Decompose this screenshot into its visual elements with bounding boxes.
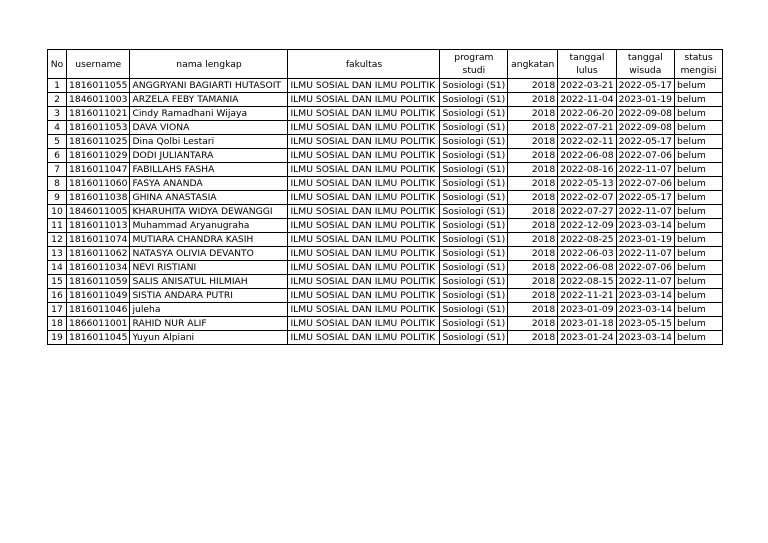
cell-tanggal-lulus: 2022-08-15 [558,275,616,289]
cell-status-mengisi: belum [675,149,723,163]
cell-nama-lengkap: DAVA VIONA [130,121,288,135]
table-row [48,163,723,177]
cell-username: 1816011059 [67,275,130,289]
table-row [48,93,723,107]
cell-tanggal-lulus: 2022-02-07 [558,191,616,205]
cell-status-mengisi: belum [675,93,723,107]
cell-tanggal-lulus: 2022-08-25 [558,233,616,247]
cell-no: 7 [48,163,67,177]
cell-fakultas: ILMU SOSIAL DAN ILMU POLITIK [288,191,440,205]
header-status-mengisi: status mengisi [675,50,723,79]
cell-tanggal-wisuda: 2022-11-07 [616,163,674,177]
cell-username: 1816011047 [67,163,130,177]
cell-nama-lengkap: RAHID NUR ALIF [130,317,288,331]
cell-program-studi: Sosiologi (S1) [440,93,508,107]
cell-tanggal-wisuda: 2023-01-19 [616,233,674,247]
cell-username: 1816011038 [67,191,130,205]
cell-angkatan: 2018 [508,177,558,191]
cell-fakultas: ILMU SOSIAL DAN ILMU POLITIK [288,275,440,289]
cell-nama-lengkap: DODI JULIANTARA [130,149,288,163]
cell-fakultas: ILMU SOSIAL DAN ILMU POLITIK [288,233,440,247]
cell-username: 1816011062 [67,247,130,261]
cell-no: 3 [48,107,67,121]
table-row [48,219,723,233]
cell-tanggal-lulus: 2022-02-11 [558,135,616,149]
cell-nama-lengkap: MUTIARA CHANDRA KASIH [130,233,288,247]
cell-status-mengisi: belum [675,275,723,289]
cell-nama-lengkap: ARZELA FEBY TAMANIA [130,93,288,107]
cell-nama-lengkap: Cindy Ramadhani Wijaya [130,107,288,121]
cell-no: 9 [48,191,67,205]
cell-status-mengisi: belum [675,163,723,177]
cell-tanggal-lulus: 2022-11-21 [558,289,616,303]
cell-fakultas: ILMU SOSIAL DAN ILMU POLITIK [288,121,440,135]
cell-program-studi: Sosiologi (S1) [440,121,508,135]
cell-status-mengisi: belum [675,79,723,93]
cell-fakultas: ILMU SOSIAL DAN ILMU POLITIK [288,261,440,275]
cell-no: 11 [48,219,67,233]
cell-fakultas: ILMU SOSIAL DAN ILMU POLITIK [288,135,440,149]
cell-status-mengisi: belum [675,261,723,275]
cell-tanggal-wisuda: 2022-05-17 [616,191,674,205]
cell-angkatan: 2018 [508,79,558,93]
table-row [48,107,723,121]
cell-nama-lengkap: GHINA ANASTASIA [130,191,288,205]
cell-status-mengisi: belum [675,303,723,317]
cell-fakultas: ILMU SOSIAL DAN ILMU POLITIK [288,107,440,121]
cell-fakultas: ILMU SOSIAL DAN ILMU POLITIK [288,205,440,219]
cell-status-mengisi: belum [675,177,723,191]
cell-tanggal-lulus: 2022-06-08 [558,261,616,275]
header-nama-lengkap: nama lengkap [130,50,288,79]
cell-tanggal-lulus: 2022-06-20 [558,107,616,121]
cell-tanggal-wisuda: 2022-07-06 [616,261,674,275]
cell-program-studi: Sosiologi (S1) [440,289,508,303]
table-row [48,79,723,93]
cell-angkatan: 2018 [508,247,558,261]
cell-angkatan: 2018 [508,317,558,331]
cell-username: 1816011046 [67,303,130,317]
cell-program-studi: Sosiologi (S1) [440,317,508,331]
student-table [47,49,723,345]
cell-status-mengisi: belum [675,121,723,135]
table-row [48,191,723,205]
cell-username: 1816011045 [67,331,130,345]
cell-angkatan: 2018 [508,163,558,177]
cell-program-studi: Sosiologi (S1) [440,331,508,345]
cell-angkatan: 2018 [508,121,558,135]
cell-angkatan: 2018 [508,107,558,121]
cell-tanggal-wisuda: 2022-07-06 [616,177,674,191]
cell-fakultas: ILMU SOSIAL DAN ILMU POLITIK [288,219,440,233]
cell-tanggal-wisuda: 2022-07-06 [616,149,674,163]
cell-angkatan: 2018 [508,93,558,107]
cell-tanggal-lulus: 2022-03-21 [558,79,616,93]
cell-no: 1 [48,79,67,93]
cell-no: 5 [48,135,67,149]
cell-program-studi: Sosiologi (S1) [440,149,508,163]
cell-nama-lengkap: juleha [130,303,288,317]
cell-username: 1846011005 [67,205,130,219]
table-row [48,247,723,261]
cell-username: 1816011034 [67,261,130,275]
cell-tanggal-wisuda: 2022-09-08 [616,121,674,135]
cell-username: 1816011049 [67,289,130,303]
cell-no: 15 [48,275,67,289]
cell-nama-lengkap: FASYA ANANDA [130,177,288,191]
cell-program-studi: Sosiologi (S1) [440,163,508,177]
cell-program-studi: Sosiologi (S1) [440,177,508,191]
cell-tanggal-lulus: 2022-06-08 [558,149,616,163]
cell-status-mengisi: belum [675,317,723,331]
cell-tanggal-lulus: 2022-06-03 [558,247,616,261]
header-tanggal-lulus: tanggal lulus [558,50,616,79]
cell-program-studi: Sosiologi (S1) [440,205,508,219]
cell-status-mengisi: belum [675,289,723,303]
cell-program-studi: Sosiologi (S1) [440,261,508,275]
cell-tanggal-wisuda: 2023-03-14 [616,303,674,317]
cell-angkatan: 2018 [508,149,558,163]
cell-username: 1866011001 [67,317,130,331]
cell-no: 12 [48,233,67,247]
cell-nama-lengkap: NEVI RISTIANI [130,261,288,275]
cell-fakultas: ILMU SOSIAL DAN ILMU POLITIK [288,93,440,107]
cell-nama-lengkap: Dina Qolbi Lestari [130,135,288,149]
cell-program-studi: Sosiologi (S1) [440,191,508,205]
cell-nama-lengkap: Muhammad Aryanugraha [130,219,288,233]
cell-tanggal-wisuda: 2022-11-07 [616,205,674,219]
cell-tanggal-lulus: 2022-07-21 [558,121,616,135]
cell-username: 1816011021 [67,107,130,121]
cell-tanggal-lulus: 2022-05-13 [558,177,616,191]
cell-status-mengisi: belum [675,233,723,247]
cell-angkatan: 2018 [508,191,558,205]
cell-program-studi: Sosiologi (S1) [440,275,508,289]
cell-program-studi: Sosiologi (S1) [440,135,508,149]
cell-username: 1816011025 [67,135,130,149]
table-row [48,177,723,191]
table-row [48,261,723,275]
cell-angkatan: 2018 [508,289,558,303]
cell-username: 1816011055 [67,79,130,93]
cell-angkatan: 2018 [508,303,558,317]
table-row [48,275,723,289]
table-row [48,149,723,163]
header-username: username [67,50,130,79]
cell-nama-lengkap: FABILLAHS FASHA [130,163,288,177]
cell-nama-lengkap: ANGGRYANI BAGIARTI HUTASOIT [130,79,288,93]
cell-angkatan: 2018 [508,205,558,219]
cell-username: 1816011060 [67,177,130,191]
cell-nama-lengkap: KHARUHITA WIDYA DEWANGGI [130,205,288,219]
cell-tanggal-wisuda: 2023-03-14 [616,331,674,345]
cell-status-mengisi: belum [675,205,723,219]
cell-status-mengisi: belum [675,107,723,121]
cell-status-mengisi: belum [675,331,723,345]
header-fakultas: fakultas [288,50,440,79]
cell-username: 1816011013 [67,219,130,233]
cell-program-studi: Sosiologi (S1) [440,247,508,261]
cell-no: 10 [48,205,67,219]
cell-program-studi: Sosiologi (S1) [440,107,508,121]
cell-angkatan: 2018 [508,261,558,275]
cell-fakultas: ILMU SOSIAL DAN ILMU POLITIK [288,317,440,331]
cell-tanggal-lulus: 2023-01-18 [558,317,616,331]
cell-nama-lengkap: Yuyun Alpiani [130,331,288,345]
table-row [48,205,723,219]
cell-tanggal-wisuda: 2023-05-15 [616,317,674,331]
cell-status-mengisi: belum [675,219,723,233]
header-program-studi: program studi [440,50,508,79]
header-no: No [48,50,67,79]
cell-tanggal-wisuda: 2022-05-17 [616,79,674,93]
cell-username: 1816011053 [67,121,130,135]
table-row [48,135,723,149]
cell-program-studi: Sosiologi (S1) [440,219,508,233]
cell-tanggal-lulus: 2023-01-24 [558,331,616,345]
cell-fakultas: ILMU SOSIAL DAN ILMU POLITIK [288,79,440,93]
table-row [48,317,723,331]
cell-program-studi: Sosiologi (S1) [440,233,508,247]
cell-tanggal-wisuda: 2022-11-07 [616,247,674,261]
cell-no: 13 [48,247,67,261]
cell-program-studi: Sosiologi (S1) [440,303,508,317]
cell-status-mengisi: belum [675,191,723,205]
cell-tanggal-wisuda: 2022-11-07 [616,275,674,289]
cell-tanggal-lulus: 2022-08-16 [558,163,616,177]
cell-tanggal-wisuda: 2023-03-14 [616,289,674,303]
cell-tanggal-wisuda: 2023-03-14 [616,219,674,233]
header-tanggal-wisuda: tanggal wisuda [616,50,674,79]
cell-fakultas: ILMU SOSIAL DAN ILMU POLITIK [288,149,440,163]
cell-no: 19 [48,331,67,345]
cell-username: 1816011029 [67,149,130,163]
cell-no: 14 [48,261,67,275]
cell-nama-lengkap: SALIS ANISATUL HILMIAH [130,275,288,289]
cell-no: 18 [48,317,67,331]
cell-angkatan: 2018 [508,275,558,289]
cell-fakultas: ILMU SOSIAL DAN ILMU POLITIK [288,331,440,345]
cell-no: 17 [48,303,67,317]
cell-fakultas: ILMU SOSIAL DAN ILMU POLITIK [288,247,440,261]
cell-no: 4 [48,121,67,135]
cell-nama-lengkap: SISTIA ANDARA PUTRI [130,289,288,303]
cell-tanggal-wisuda: 2023-01-19 [616,93,674,107]
cell-tanggal-lulus: 2022-11-04 [558,93,616,107]
cell-program-studi: Sosiologi (S1) [440,79,508,93]
table-row [48,233,723,247]
cell-nama-lengkap: NATASYA OLIVIA DEVANTO [130,247,288,261]
cell-angkatan: 2018 [508,219,558,233]
cell-fakultas: ILMU SOSIAL DAN ILMU POLITIK [288,163,440,177]
cell-fakultas: ILMU SOSIAL DAN ILMU POLITIK [288,303,440,317]
cell-status-mengisi: belum [675,247,723,261]
cell-username: 1816011074 [67,233,130,247]
cell-no: 8 [48,177,67,191]
cell-fakultas: ILMU SOSIAL DAN ILMU POLITIK [288,177,440,191]
cell-angkatan: 2018 [508,233,558,247]
table-row [48,121,723,135]
cell-username: 1846011003 [67,93,130,107]
cell-angkatan: 2018 [508,135,558,149]
cell-fakultas: ILMU SOSIAL DAN ILMU POLITIK [288,289,440,303]
header-angkatan: angkatan [508,50,558,79]
cell-tanggal-wisuda: 2022-09-08 [616,107,674,121]
header-row [48,50,723,79]
cell-tanggal-lulus: 2022-12-09 [558,219,616,233]
cell-tanggal-lulus: 2022-07-27 [558,205,616,219]
table-row [48,331,723,345]
cell-no: 2 [48,93,67,107]
cell-angkatan: 2018 [508,331,558,345]
table-row [48,289,723,303]
cell-no: 16 [48,289,67,303]
cell-tanggal-lulus: 2023-01-09 [558,303,616,317]
cell-status-mengisi: belum [675,135,723,149]
table-row [48,303,723,317]
cell-tanggal-wisuda: 2022-05-17 [616,135,674,149]
cell-no: 6 [48,149,67,163]
